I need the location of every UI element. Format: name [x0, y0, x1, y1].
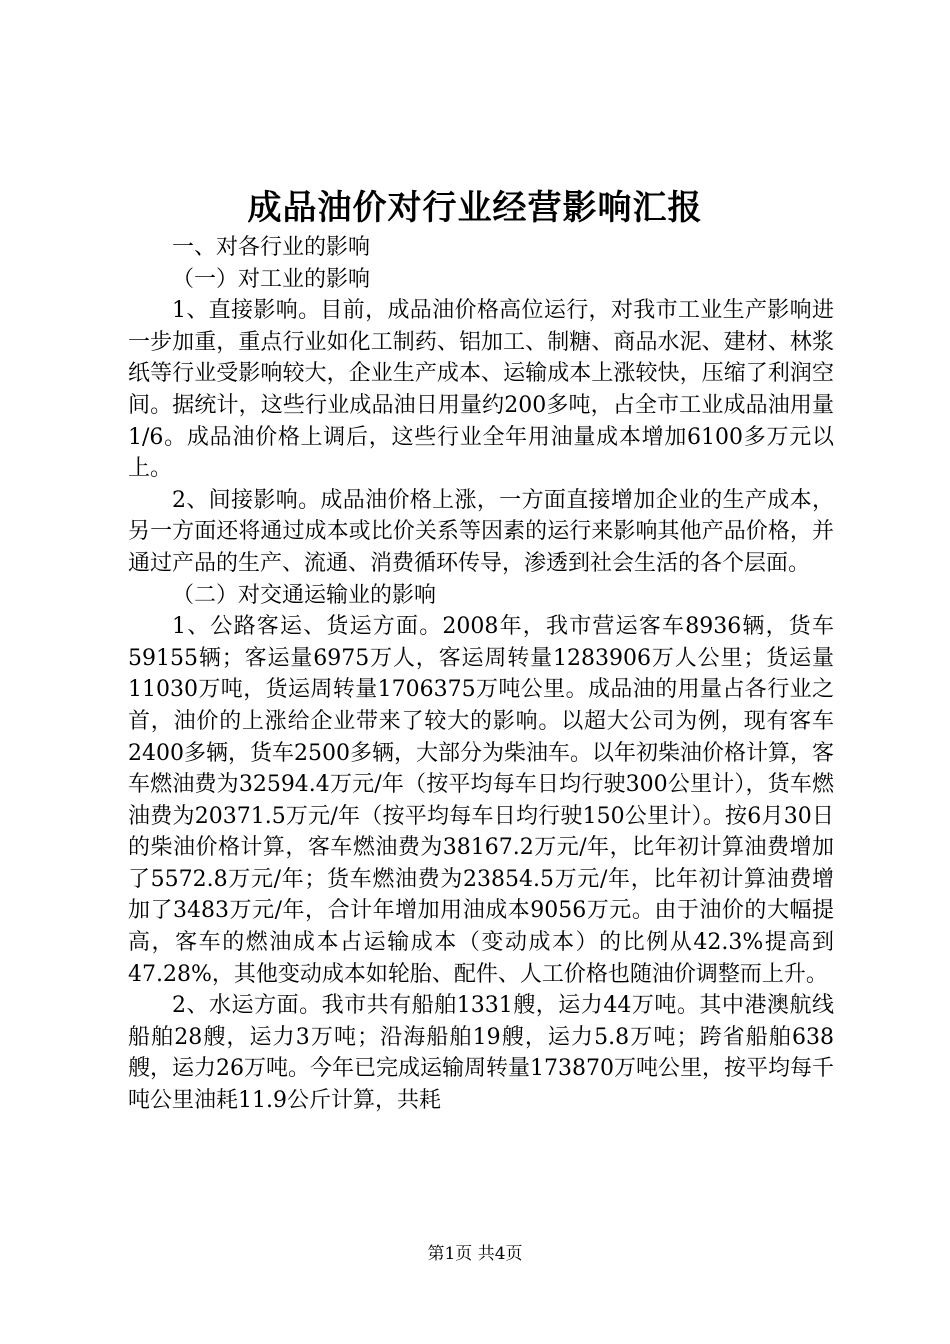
- paragraph-direct-impact: 1、直接影响。目前，成品油价格高位运行，对我市工业生产影响进一步加重，重点行业如化工制药、铝加工、制糖、商品水泥、建材、林浆纸等行业受影响较大，企业生产成本、运输成本上涨较快，压缩了利润空间。据统计，这些行业成品油日用量约200多吨，占全市工业成品油用量1/6。成品油价格上调后，这些行业全年用油量成本增加6100多万元以上。: [128, 298, 834, 482]
- page-number-footer: 第1页 共4页: [427, 1244, 523, 1264]
- document-title: 成品油价对行业经营影响汇报: [247, 188, 703, 228]
- section-heading-impact-on-industries: 一、对各行业的影响: [172, 235, 371, 260]
- paragraph-indirect-impact: 2、间接影响。成品油价格上涨，一方面直接增加企业的生产成本，另一方面还将通过成本或比价关系等因素的运行来影响其他产品价格，并通过产品的生产、流通、消费循环传导，渗透到社会生活的各个层面。: [128, 487, 834, 576]
- paragraph-water-transport: 2、水运方面。我市共有船舶1331艘，运力44万吨。其中港澳航线船舶28艘，运力3万吨；沿海船舶19艘，运力5.8万吨；跨省船舶638艘，运力26万吨。今年已完成运输周转量173870万吨公里，按平均每千吨公里油耗11.9公斤计算，共耗: [128, 993, 834, 1114]
- paragraph-road-transport: 1、公路客运、货运方面。2008年，我市营运客车8936辆，货车59155辆；客运量6975万人，客运周转量1283906万人公里；货运量11030万吨，货运周转量1706375万吨公里。成品油的用量占各行业之首，油价的上涨给企业带来了较大的影响。以超大公司为例，现有客车2400多辆，货车2500多辆，大部分为柴油车。以年初柴油价格计算，客车燃油费为32594.4万元/年（按平均每车日均行驶300公里计），货车燃油费为20371.5万元/年（按平均每车日均行驶150公里计）。按6月30日的柴油价格计算，客车燃油费为38167.2万元/年，比年初计算油费增加了5572.8万元/年；货车燃油费为23854.5万元/年，比年初计算油费增加了3483万元/年，合计年增加用油成本9056万元。由于油价的大幅提高，客车的燃油成本占运输成本（变动成本）的比例从42.3%提高到47.28%，其他变动成本如轮胎、配件、人工价格也随油价调整而上升。: [128, 614, 834, 987]
- subsection-heading-transport: （二）对交通运输业的影响: [172, 582, 437, 608]
- subsection-heading-industry: （一）对工业的影响: [172, 266, 371, 292]
- document-body: [128, 232, 834, 1117]
